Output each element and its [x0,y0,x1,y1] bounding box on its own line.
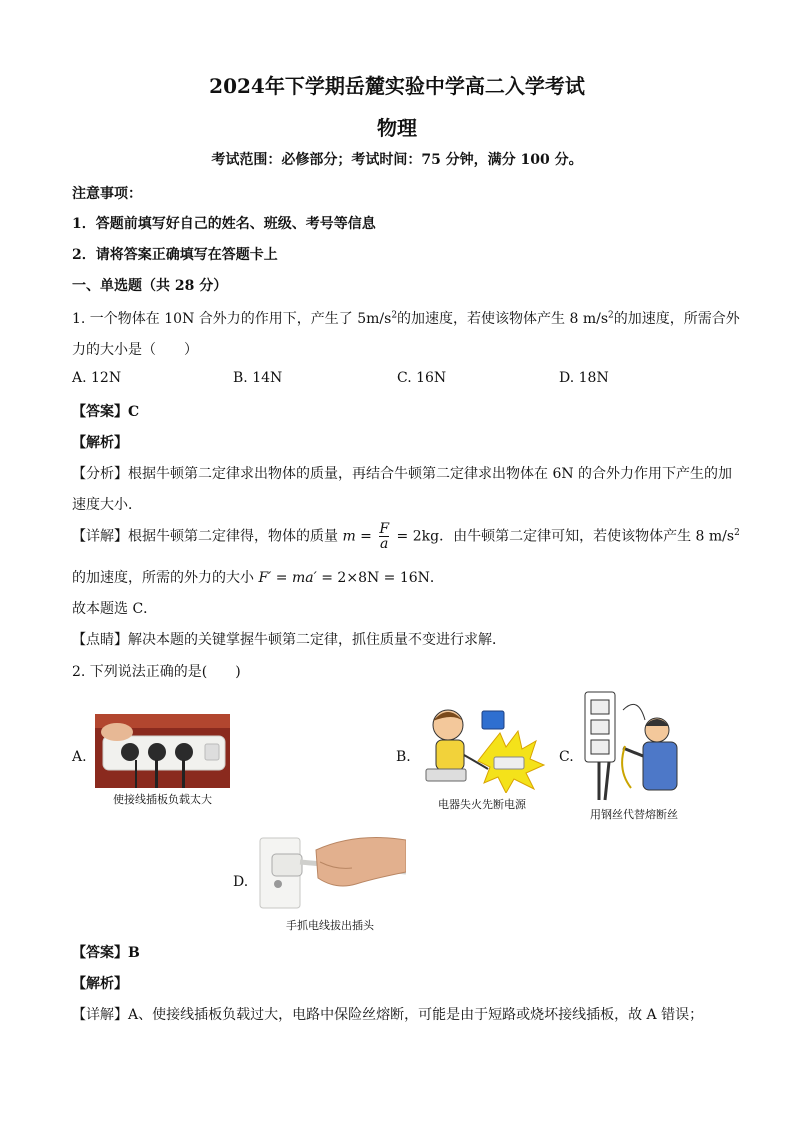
q1-xiangjie-2a: 的加速度，所需的外力的大小 [72,570,254,586]
exam-title: 2024年下学期岳麓实验中学高二入学考试 [209,74,585,98]
formula-f-result: = 2×8N = 16N． [316,570,444,586]
hand-pull-plug-image[interactable] [256,832,406,912]
q1-fenxi-line2: 速度大小． [72,497,142,513]
formula-eq: = [355,528,377,545]
q1-xiangjie-line1 [72,522,740,551]
q1-dianjing: 【点睛】解决本题的关键掌握牛顿第二定律，抓住质量不变进行求解． [72,632,506,648]
fire-unplug-cartoon[interactable] [418,703,546,793]
notice-item-1: 1．答题前填写好自己的姓名、班级、考号等信息 [72,216,376,232]
q1-stem-c: 的加速度，所需合外 [613,311,740,327]
q1-sup-2: 2 [608,310,614,321]
q1-option-b[interactable]: B. 14N [233,370,283,386]
q1-xiangjie-b: ．由牛顿第二定律可知，若使该物体产生 8 m/s [439,528,735,545]
exam-info: 考试范围：必修部分；考试时间：75 分钟，满分 100 分。 [211,152,583,168]
q1-fenxi-line1: 【分析】根据牛顿第二定律求出物体的质量，再结合牛顿第二定律求出物体在 6N 的合外力作用下产生的加 [72,466,733,482]
exam-subject: 物理 [377,116,417,140]
q2-option-c-label[interactable]: C. [559,749,574,765]
q2-answer: 【答案】B [72,945,140,961]
q1-xiangjie-line2 [72,567,444,587]
q2-stem: 2. 下列说法正确的是( ) [72,664,241,680]
q2-option-b-label[interactable]: B. [396,749,411,765]
q1-sup-3: 2 [734,527,740,538]
formula-ma-prime: = ma′ [271,570,317,586]
q2-option-d-caption: 手抓电线拔出插头 [286,919,374,932]
q2-option-c-caption: 用钢丝代替熔断丝 [590,808,678,821]
q2-option-a-label[interactable]: A. [72,749,87,765]
notice-item-2: 2．请将答案正确填写在答题卡上 [72,247,278,263]
q2-analysis-label: 【解析】 [72,976,128,992]
q1-answer: 【答案】C [72,404,140,420]
formula-fraction [379,522,389,551]
q1-stem-line1 [72,308,740,328]
q1-conclusion: 故本题选 C． [72,601,158,617]
formula-m: m [342,528,356,545]
power-strip-image[interactable] [95,714,230,788]
formula-numerator: F [379,521,390,537]
steel-wire-fuse-cartoon[interactable] [583,690,683,802]
q1-option-d[interactable]: D. 18N [559,370,609,386]
q1-stem-a: 1. 一个物体在 10N 合外力的作用下，产生了 5m/s [72,311,392,327]
q2-option-b-caption: 电器失火先断电源 [438,798,526,811]
formula-denominator: a [380,536,389,552]
q2-option-d-label[interactable]: D. [233,874,249,890]
q1-stem-b: 的加速度，若使该物体产生 8 m/s [397,311,609,327]
formula-m-rhs: = 2kg [392,528,440,545]
notice-heading: 注意事项： [72,186,142,202]
section-heading: 一、单选题（共 28 分） [72,278,228,294]
q2-option-a-caption: 使接线插板负载太大 [113,793,212,806]
q1-xiangjie-a: 【详解】根据牛顿第二定律得，物体的质量 [72,528,338,545]
q1-stem-line2: 力的大小是（ ） [72,342,198,358]
q1-option-a[interactable]: A. 12N [72,370,122,386]
q1-sup-1: 2 [391,310,398,321]
q2-xiangjie: 【详解】A、使接线插板负载过大，电路中保险丝熔断，可能是由于短路或烧坏接线插板，故 A 错误； [72,1007,704,1023]
q1-option-c[interactable]: C. 16N [397,370,447,386]
formula-f-prime: F′ [258,570,272,586]
q1-analysis-label: 【解析】 [72,435,128,451]
